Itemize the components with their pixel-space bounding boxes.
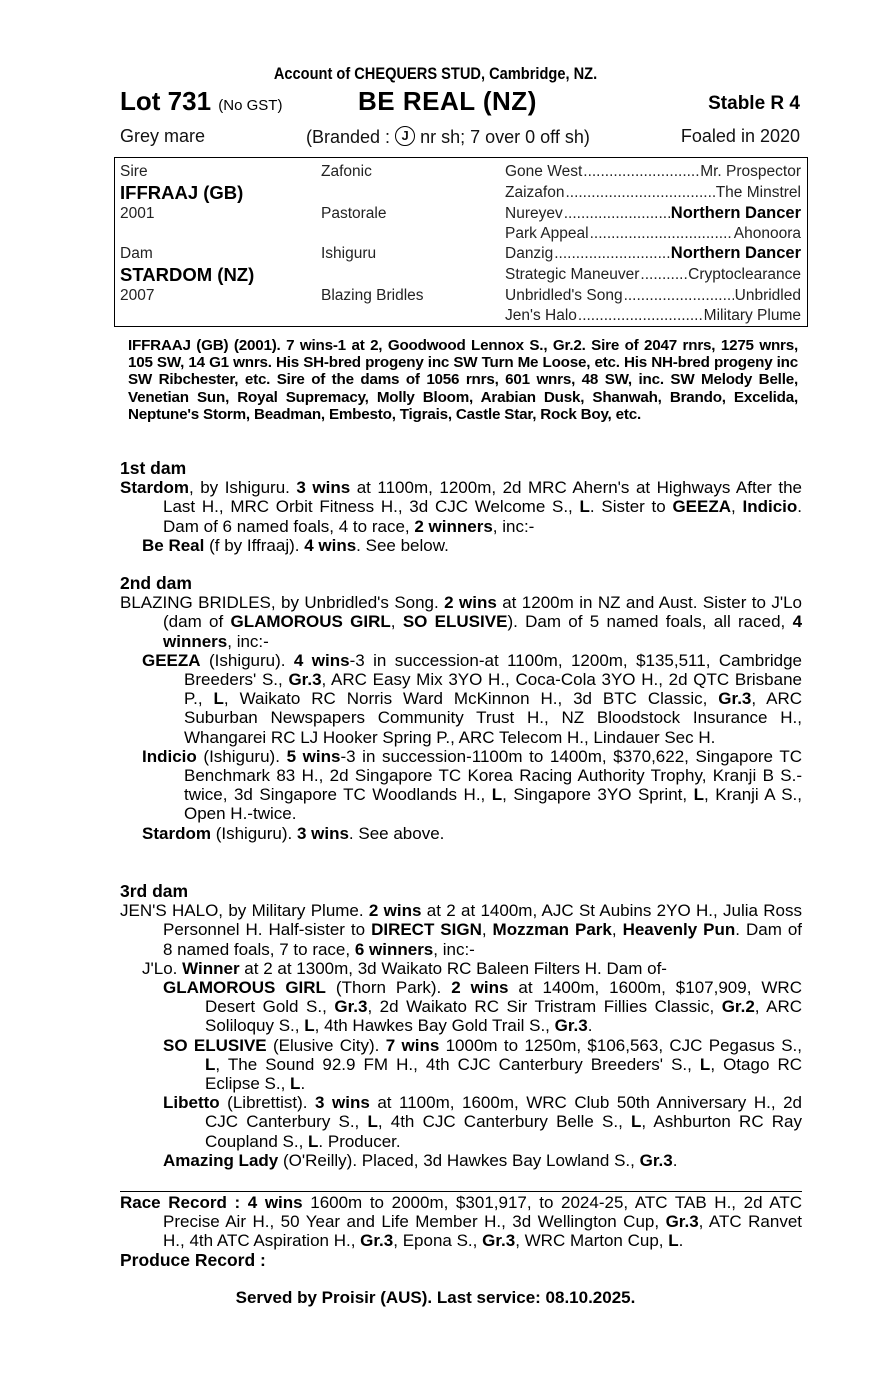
dam-sire: Ishiguru	[321, 245, 377, 262]
grand-foal-entry: Amazing Lady (O'Reilly). Placed, 3d Hawkes Bay Lowland S., Gr.3.	[163, 1150, 678, 1170]
ancestor-row	[505, 163, 801, 181]
first-dam-section	[120, 459, 802, 555]
first-dam-heading: 1st dam	[120, 458, 187, 478]
ancestor-name: Gone West	[505, 163, 583, 180]
ancestor-sire: Ahonoora	[733, 225, 801, 242]
divider	[120, 1191, 802, 1192]
third-dam-section	[120, 882, 802, 1170]
lot-number	[120, 86, 282, 117]
ancestor-sire: Cryptoclearance	[688, 266, 801, 283]
brand-description	[306, 126, 590, 148]
sire-label: Sire	[120, 163, 148, 180]
foal-entry: J'Lo. Winner at 2 at 1300m, 3d Waikato RC Baleen Filters H. Dam of-	[142, 958, 667, 978]
lot-label: Lot 731	[120, 86, 212, 116]
dam-label: Dam	[120, 245, 153, 262]
ancestor-row	[505, 244, 801, 263]
brand-prefix: (Branded :	[306, 127, 391, 147]
produce-record-label: Produce Record :	[120, 1249, 266, 1270]
ancestor-row	[505, 225, 801, 243]
ancestor-sire: The Minstrel	[715, 184, 801, 201]
sire-year: 2001	[120, 205, 155, 222]
ancestor-sire: Northern Dancer	[670, 244, 801, 262]
dam-year: 2007	[120, 287, 155, 304]
dam-name: Stardom	[120, 478, 189, 498]
ancestor-sire: Northern Dancer	[670, 204, 801, 222]
race-record-section	[120, 1193, 802, 1270]
third-dam-heading: 3rd dam	[120, 881, 189, 901]
foal-entry: Stardom (Ishiguru). 3 wins. See above.	[142, 823, 445, 843]
sire-sire: Zafonic	[321, 163, 372, 180]
sire-name: IFFRAAJ (GB)	[120, 182, 244, 203]
second-dam-section	[120, 574, 802, 843]
foal-entry: Be Real (f by Iffraaj). 4 wins. See below.	[142, 535, 449, 555]
ancestor-name: Jen's Halo	[505, 307, 577, 324]
foaled-year: Foaled in 2020	[680, 126, 800, 146]
second-dam-heading: 2nd dam	[120, 573, 192, 593]
ancestor-sire: Military Plume	[703, 307, 801, 324]
ancestor-row	[505, 184, 801, 202]
ancestor-row	[505, 287, 801, 305]
race-record-label: Race Record : 4 wins	[120, 1193, 303, 1212]
ancestor-name: Park Appeal	[505, 225, 589, 242]
ancestor-name: Strategic Maneuver	[505, 266, 640, 283]
brand-mark-icon: J	[395, 126, 415, 146]
ancestor-row	[505, 204, 801, 223]
grand-foal-entry: GLAMOROUS GIRL (Thorn Park). 2 wins at 1400m, 1600m, $107,909, WRC Desert Gold S., Gr.3, 2d Waikato RC Sir Tristram Fillies Classic, Gr.2, ARC Soliloquy S., L, 4th Hawkes Bay Gold Trail S., Gr.3.	[163, 978, 802, 1036]
third-dam-text: JEN'S HALO, by Military Plume. 2 wins at 2 at 1400m, AJC St Aubins 2YO H., Julia Ross Personnel H. Half-sister to DIRECT SIGN, Mozzman Park, Heavenly Pun. Dam of 8 named foals, 7 to race, 6 winners, inc:-	[120, 901, 803, 959]
grand-foal-entry: SO ELUSIVE (Elusive City). 7 wins 1000m to 1250m, $106,563, CJC Pegasus S., L, The Sound 92.9 FM H., 4th CJC Canterbury Breeders' S., L, Otago RC Eclipse S., L.	[163, 1035, 803, 1094]
horse-name: BE REAL (NZ)	[358, 86, 537, 116]
brand-suffix: nr sh; 7 over 0 off sh)	[420, 127, 590, 147]
ancestor-name: Nureyev	[505, 205, 563, 222]
foal-entry: Indicio (Ishiguru). 5 wins-3 in succession-1100m to 1400m, $370,622, Singapore TC Benchmark 83 H., 2d Singapore TC Korea Racing Authority Trophy, Kranji B S.-twice, 3d Singapore TC Woodlands H., L, Singapore 3YO Sprint, L, Kranji A S., Open H.-twice.	[142, 746, 802, 824]
stable-location: Stable R 4	[708, 93, 800, 114]
first-dam-text: Stardom, by Ishiguru. 3 wins at 1100m, 1200m, 2d MRC Ahern's at Highways After the Last H., MRC Orbit Fitness H., 3d CJC Welcome S., L. Sister to GEEZA, Indicio. Dam of 6 named foals, 4 to race, 2 winners, inc:-	[120, 478, 802, 536]
ancestor-row	[505, 307, 801, 325]
sire-dam: Pastorale	[321, 205, 387, 222]
foal-entry: GEEZA (Ishiguru). 4 wins-3 in succession-at 1100m, 1200m, $135,511, Cambridge Breeders' S., Gr.3, ARC Easy Mix 3YO H., Coca-Cola 3YO H., 2d QTC Brisbane P., L, Waikato RC Norris Ward McKinnon H., 3d BTC Classic, Gr.3, ARC Suburban Newspapers Community Trust H., NZ Bloodstock Insurance H., Whangarei RC LJ Hooker Spring P., ARC Telecom H., Lindauer Sec H.	[142, 650, 802, 747]
ancestor-row	[505, 266, 801, 284]
race-record: Race Record : 4 wins 1600m to 2000m, $301,917, to 2024-25, ATC TAB H., 2d ATC Precise Air H., 50 Year and Life Member H., 3d Wellington Cup, Gr.3, ATC Ranvet H., 4th ATC Aspiration H., Gr.3, Epona S., Gr.3, WRC Marton Cup, L.	[120, 1193, 802, 1251]
service-note: Served by Proisir (AUS). Last service: 08.10.2025.	[235, 1288, 636, 1307]
pedigree-table	[114, 157, 808, 327]
ancestor-sire: Mr. Prospector	[700, 163, 801, 180]
ancestor-sire: Unbridled	[734, 287, 801, 304]
second-dam-text: BLAZING BRIDLES, by Unbridled's Song. 2 wins at 1200m in NZ and Aust. Sister to J'Lo (dam of GLAMOROUS GIRL, SO ELUSIVE). Dam of 5 named foals, all raced, 4 winners, inc:-	[120, 593, 803, 651]
sire-notes: IFFRAAJ (GB) (2001). 7 wins-1 at 2, Goodwood Lennox S., Gr.2. Sire of 2047 rnrs, 1275 wnrs, 105 SW, 14 G1 wnrs. His SH-bred progeny inc SW Turn Me Loose, etc. His NH-bred progeny inc SW Ribchester, etc. Sire of the dams of 1056 rnrs, 601 wnrs, 48 SW, inc. SW Melody Belle, Venetian Sun, Royal Supremacy, Molly Bloom, Arabian Dusk, Shanwah, Brando, Excelida, Neptune's Storm, Beadman, Embesto, Tigrais, Castle Star, Rock Boy, etc.	[128, 337, 798, 423]
grand-foal-entry: Libetto (Librettist). 3 wins at 1100m, 1600m, WRC Club 50th Anniversary H., 2d CJC Canterbury S., L, 4th CJC Canterbury Belle S., L, Ashburton RC Ray Coupland S., L. Producer.	[163, 1093, 802, 1151]
ancestor-name: Zaizafon	[505, 184, 565, 201]
account-of: Account of CHEQUERS STUD, Cambridge, NZ.	[273, 64, 598, 83]
ancestor-name: Unbridled's Song	[505, 287, 623, 304]
dam-name: STARDOM (NZ)	[120, 264, 255, 285]
gst-note: (No GST)	[218, 97, 283, 114]
dam-dam: Blazing Bridles	[321, 287, 424, 304]
horse-sex: Grey mare	[120, 126, 206, 146]
ancestor-name: Danzig	[505, 245, 554, 262]
